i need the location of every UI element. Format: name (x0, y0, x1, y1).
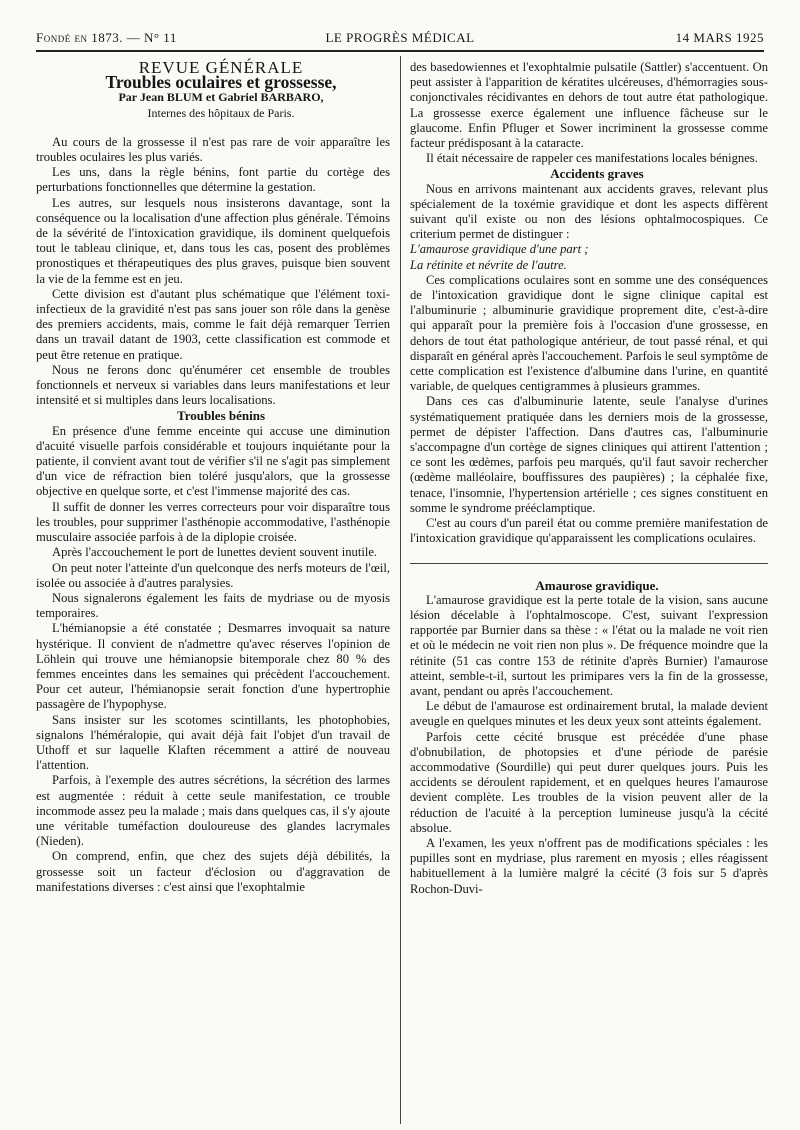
paragraph: Cette division est d'autant plus schématique que l'élément toxi-infectieux de la gravidité n'est pas sans jouer son rôle dans la genèse des premiers accidents, mais, comme le fait déjà remarquer Terrien dans un travail datant de 1903, cette classification est commode et peut être retenue en pratique. (36, 286, 390, 362)
running-header (36, 30, 764, 52)
column-divider (400, 56, 401, 1124)
left-column (36, 60, 390, 895)
paragraph: A l'examen, les yeux n'offrent pas de modifications spéciales : les pupilles sont en mydriase, plus rarement en myosis ; elles réagissent habituellement à la lumière malgré la cécité (3 fois sur 5 d'après Rochon-Duvi- (410, 835, 768, 896)
paragraph: Parfois cette cécité brusque est précédée d'une phase d'obnubilation, de photopsies et d'une période de parésie accommodative (Sourdille) qui peut durer quelques jours. Puis les accidents se déroulent rapidement, et en quelques heures l'amaurose devient complète. Les troubles de la vision peuvent aller de la réduction de l'acuité à la perception lumineuse jusqu'à la cécité absolue. (410, 729, 768, 835)
paragraph: Nous ne ferons donc qu'énumérer cet ensemble de troubles fonctionnels et nerveux si variables dans leurs manifestations et leur intensité et si multiples dans leurs localisations. (36, 362, 390, 408)
paragraph: des basedowiennes et l'exophtalmie pulsatile (Sattler) s'accentuent. On peut assister à l'apparition de kératites ulcéreuses, d'hémorragies sous-conjonctivales récidivantes en dehors de tout autre état pathologique. La grossesse exerce également une influence fâcheuse sur le glaucome. Enfin Pfluger et Sower incriminent la grossesse comme facteur prédisposant à la cataracte. (410, 60, 768, 151)
article-title: Troubles oculaires et grossesse, (105, 72, 337, 93)
paragraph: Le début de l'amaurose est ordinairement brutal, la malade devient aveugle en quelques minutes et les deux yeux sont atteints également. (410, 699, 768, 729)
article-authors: Par Jean BLUM et Gabriel BARBARO, (118, 90, 324, 105)
section-heading: Accidents graves (550, 166, 644, 182)
header-rule (36, 50, 764, 52)
section-kicker: REVUE GÉNÉRALE (138, 58, 304, 77)
paragraph: Parfois, à l'exemple des autres sécrétions, la sécrétion des larmes est augmentée : réduit à cette seule manifestation, ce trouble incommode assez peu la malade ; mais dans quelques cas, il s'y ajoute une véritable tuméfaction douloureuse des glandes lacrymales (Nieden). (36, 773, 390, 849)
paragraph: L'amaurose gravidique est la perte totale de la vision, sans aucune lésion décelable à l'ophtalmoscope. C'est, suivant l'expression rapportée par Burnier dans sa thèse : « l'état ou la malade ne voit rien et où le médecin ne voit rien non plus ». De fréquence moindre que la rétinite (51 cas contre 153 de rétinite d'après Burnier) l'amaurose atteint, semble-t-il, surtout les primipares vers la fin de la grossesse, avant, pendant ou après l'accouchement. (410, 592, 768, 698)
author-affiliation: Internes des hôpitaux de Paris. (147, 105, 295, 120)
paragraph: On comprend, enfin, que chez des sujets déjà débilités, la grossesse soit un facteur d'éclosion ou d'aggravation de manifestations diverses : c'est ainsi que l'exophtalmie (36, 849, 390, 894)
paragraph: Dans ces cas d'albuminurie latente, seule l'analyse d'urines systématiquement pratiquée dans les derniers mois de la grossesse, permet de dépister l'affection. Dans d'autres cas, l'albuminurie s'accompagne d'un cortège de signes cliniques qui attirent l'attention ; ce sont les œdèmes, parfois peu marqués, qu'il faut savoir rechercher (œdème malléolaire, bouffissures des paupières) ; la céphalée fixe, tenace, l'insomnie, l'hypertension artérielle ; ces signes constituent en somme le syndrome prééclamptique. (410, 394, 768, 515)
paragraph: Il suffit de donner les verres correcteurs pour voir disparaître tous les troubles, pour supprimer l'asthénopie accommodative, l'asthénopie musculaire associée parfois à de la diplopie croisée. (36, 499, 390, 545)
section-heading: Amaurose gravidique. (410, 563, 768, 593)
section-heading: Troubles bénins (176, 408, 266, 424)
paragraph: Ces complications oculaires sont en somme une des conséquences de l'intoxication gravidique dont le signe clinique capital est l'albuminurie ; albuminurie gravidique proprement dite, c'est-à-dire qui apparaît pour la première fois à l'occasion d'une grossesse, en dehors de tout état pathologique antérieur, de tout passé rénal, et qui disparaît en général après l'accouchement. Parfois le seul symptôme de cette complication est l'existence d'albumine dans l'urine, en quantité variable, de quelques centigrammes à plusieurs grammes. (410, 272, 768, 394)
paragraph: Après l'accouchement le port de lunettes devient souvent inutile. (52, 545, 378, 560)
paragraph: Nous signalerons également les faits de mydriase ou de myosis temporaires. (36, 590, 390, 621)
paragraph: En présence d'une femme enceinte qui accuse une diminution d'acuité visuelle parfois considérable et toujours inquiétante pour la patiente, il convient avant tout de vérifier s'il ne s'agit pas simplement d'un vice de réfraction bien toléré jusqu'alors, que la grossesse objective en quelque sorte, et c'est l'immense majorité des cas. (36, 423, 390, 499)
paragraph: Au cours de la grossesse il n'est pas rare de voir apparaître les troubles oculaires les plus variés. (36, 134, 390, 165)
paragraph: Il était nécessaire de rappeler ces manifestations locales bénignes. (426, 151, 758, 166)
founding-note: Fondé en 1873. — N° 11 (36, 30, 177, 45)
paragraph: On peut noter l'atteinte d'un quelconque des nerfs moteurs de l'œil, isolée ou associée à d'autres paralysies. (36, 560, 390, 590)
paragraph: Les autres, sur lesquels nous insisterons davantage, sont la conséquence ou la localisation d'une affection plus générale. Témoins de la sévérité de l'intoxication gravidique, ils dominent quelquefois tout le tableau clinique, et, dans tous les cas, posent des problèmes pronostiques et thérapeutiques des plus graves, puisque bien souvent la vie de la femme est en jeu. (36, 195, 390, 286)
issue-date: 14 MARS 1925 (675, 30, 764, 45)
right-column (410, 60, 768, 897)
paragraph: Sans insister sur les scotomes scintillants, les photophobies, signalons l'héméralopie, qui avait déjà fait l'objet d'un travail de Uthoff et sur laquelle Klaften récemment a attiré de nouveau l'attention. (36, 712, 390, 773)
paragraph: L'hémianopsie a été constatée ; Desmarres invoquait sa nature hystérique. Il convient de n'admettre qu'avec réserves l'opinion de Löhlein qui trouve une hémianopsie bitemporale chez 80 % des femmes enceintes dans les semaines qui précèdent l'accouchement. Pour cet auteur, l'hémianopsie serait fonction d'une hypertrophie passagère de l'hypophyse. (36, 621, 390, 712)
journal-title: LE PROGRÈS MÉDICAL (325, 30, 475, 45)
paragraph: Nous en arrivons maintenant aux accidents graves, relevant plus spécialement de la toxémie gravidique et dont les aspects diffèrent suivant qu'il existe ou non des lésions ophtalmocospiques. Ce criterium permet de distinguer : (410, 181, 768, 242)
list-item: La rétinite et névrite de l'autre. (410, 257, 567, 272)
paragraph: C'est au cours d'un pareil état ou comme première manifestation de l'intoxication gravidique qu'apparaissent les complications oculaires. (410, 516, 768, 546)
paragraph: Les uns, dans la règle bénins, font partie du cortège des perturbations fonctionnelles que détermine la gestation. (36, 165, 390, 195)
list-item: L'amaurose gravidique d'une part ; (410, 242, 589, 257)
